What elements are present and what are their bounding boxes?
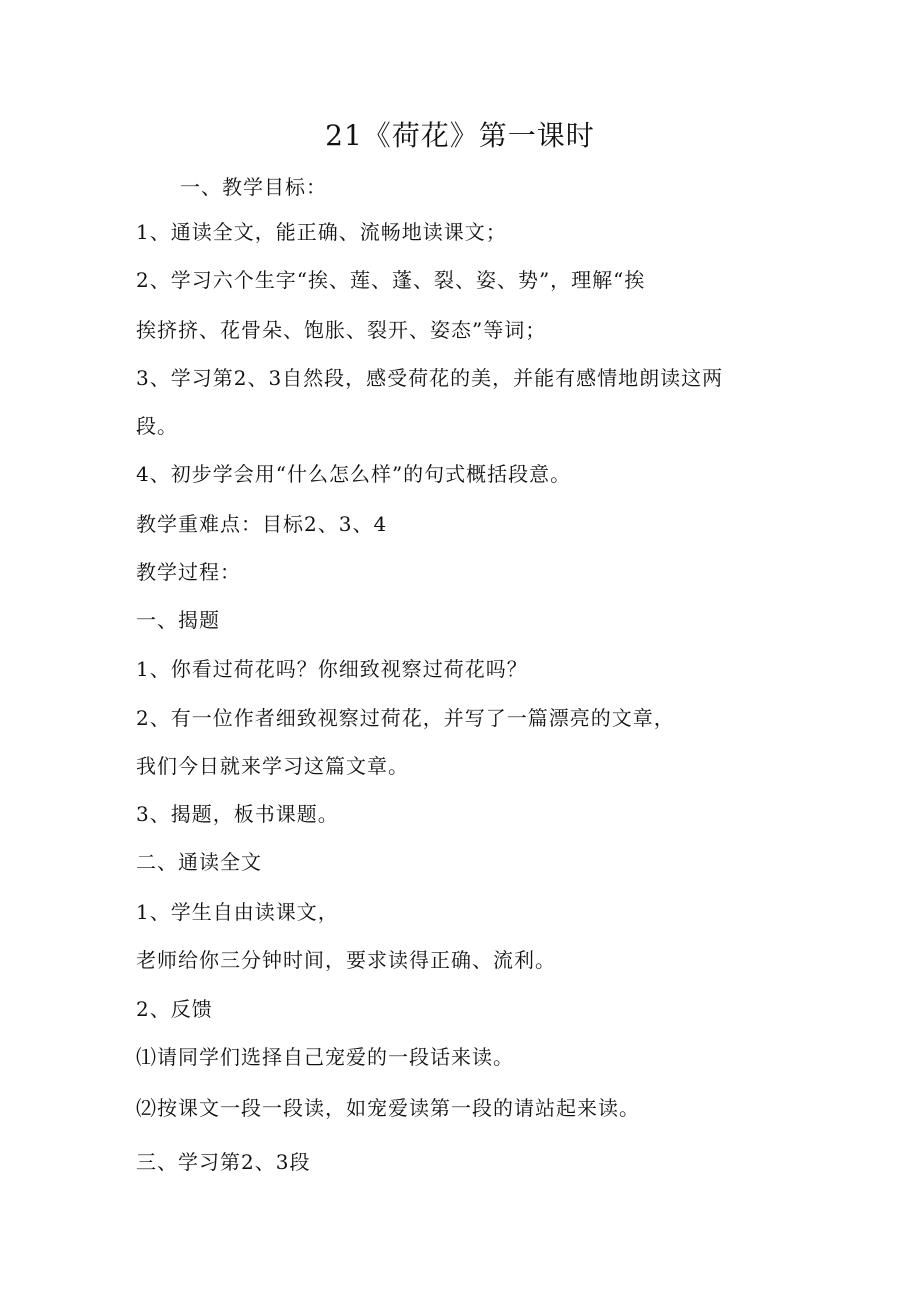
objective-item: 1、通读全文，能正确、流畅地读课文； [136,220,507,244]
process-item: 1、学生自由读课文， [136,900,339,924]
objective-item: 4、初步学会用“什么怎么样”的句式概括段意。 [136,462,572,486]
process-item-continuation: 老师给你三分钟时间，要求读得正确、流利。 [136,948,556,972]
process-subitem: ⑴请同学们选择自己宠爱的一段话来读。 [136,1045,514,1069]
section-heading: 二、通读全文 [136,850,262,874]
process-item-continuation: 我们今日就来学习这篇文章。 [136,754,409,778]
process-item: 1、你看过荷花吗？你细致视察过荷花吗？ [136,657,528,681]
key-points: 教学重难点：目标2、3、4 [136,512,388,536]
process-item: 2、有一位作者细致视察过荷花，并写了一篇漂亮的文章， [136,706,675,730]
section-heading: 三、学习第2、3段 [136,1150,311,1174]
objective-item: 3、学习第2、3自然段，感受荷花的美，并能有感情地朗读这两 [136,366,724,390]
process-item: 3、揭题，板书课题。 [136,802,339,826]
objective-item-continuation: 段。 [136,414,178,438]
section-heading: 一、揭题 [136,608,220,632]
section-heading-process: 教学过程： [136,560,241,584]
process-item: 2、反馈 [136,997,213,1021]
section-heading-objectives: 一、教学目标： [180,175,327,199]
objective-item: 2、学习六个生字“挨、莲、蓬、裂、姿、势”，理解“挨 [136,268,646,292]
objective-item-continuation: 挨挤挤、花骨朵、饱胀、裂开、姿态”等词； [136,318,547,342]
page-title: 21《荷花》第一课时 [325,119,595,152]
process-subitem: ⑵按课文一段一段读，如宠爱读第一段的请站起来读。 [136,1096,640,1120]
